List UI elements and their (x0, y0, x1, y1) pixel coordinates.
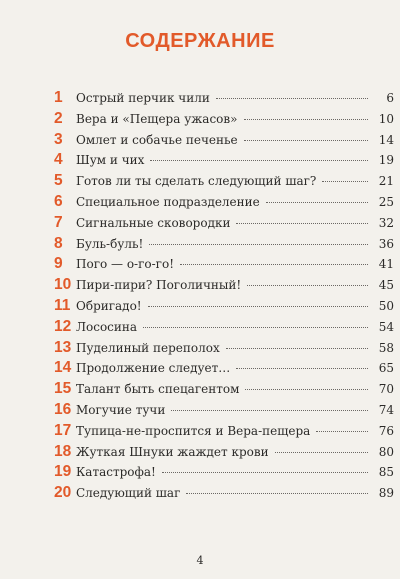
toc-entry-page: 74 (378, 402, 394, 417)
toc-entry-title: Продолжение следует… (76, 361, 231, 376)
dot-leader (143, 327, 368, 328)
toc-entry-number: 13 (54, 338, 72, 356)
toc-entry-page: 6 (386, 91, 394, 105)
toc-entry-page: 54 (378, 319, 394, 334)
toc-entry-number: 6 (54, 192, 63, 210)
toc-entry (54, 130, 394, 151)
toc-entry-page: 21 (378, 174, 394, 189)
toc-entry-page: 85 (378, 465, 394, 480)
toc-entry-number: 12 (54, 317, 72, 335)
toc-entry-title: Сигнальные сковородки (76, 215, 231, 230)
toc-entry-page: 19 (378, 153, 394, 168)
dot-leader (148, 306, 368, 307)
toc-entry (54, 171, 394, 192)
toc-entry-page: 50 (378, 298, 394, 313)
dot-leader (162, 472, 368, 473)
toc-entry-number: 10 (54, 276, 72, 294)
toc-entry-number: 7 (54, 213, 63, 231)
toc-entry-number: 18 (54, 442, 72, 460)
toc-entry-number: 5 (54, 172, 63, 190)
toc-entry-title: Лососина (76, 319, 138, 334)
toc-entry (54, 109, 394, 130)
dot-leader (275, 452, 368, 453)
toc-entry-page: 70 (378, 382, 394, 397)
toc-entry-page: 89 (378, 486, 394, 501)
toc-entry (54, 192, 394, 213)
toc-entry-number: 2 (54, 109, 63, 127)
toc-entry-title: Готов ли ты сделать следующий шаг? (76, 174, 317, 189)
dot-leader (186, 493, 368, 494)
toc-entry (54, 88, 394, 109)
toc-entry-title: Острый перчик чили (76, 91, 210, 105)
toc-entry-page: 45 (378, 278, 394, 293)
toc-entry-title: Обригадо! (76, 298, 142, 313)
toc-entry-page: 32 (378, 215, 394, 230)
toc-entry-number: 19 (54, 463, 72, 481)
toc-entry-title: Талант быть спецагентом (76, 382, 240, 397)
toc-entry-page: 76 (378, 423, 394, 438)
toc-entry-title: Жуткая Шнуки жаждет крови (76, 444, 269, 459)
toc-entry-title: Пири-пири? Поголичный! (76, 278, 242, 293)
toc-entry-page: 14 (378, 132, 394, 147)
toc-entry-number: 4 (54, 151, 63, 169)
dot-leader (247, 285, 368, 286)
toc-entry (54, 358, 394, 379)
toc-entry-number: 3 (54, 130, 63, 148)
toc-entry-number: 17 (54, 421, 72, 439)
dot-leader (149, 244, 368, 245)
toc-entry (54, 234, 394, 255)
toc-entry (54, 254, 394, 275)
toc-entry (54, 442, 394, 463)
toc-entry-title: Омлет и собачье печенье (76, 132, 238, 147)
toc-entry-page: 41 (378, 257, 394, 272)
toc-entry (54, 462, 394, 483)
toc-entry-title: Пого — о-го-го! (76, 257, 175, 272)
toc-entry-title: Специальное подразделение (76, 194, 260, 209)
dot-leader (245, 389, 368, 390)
dot-leader (322, 181, 368, 182)
toc-list (54, 88, 394, 504)
toc-entry (54, 296, 394, 317)
toc-entry (54, 400, 394, 421)
toc-entry-number: 16 (54, 400, 72, 418)
toc-entry-number: 8 (54, 234, 63, 252)
toc-entry-page: 10 (378, 111, 394, 126)
toc-entry-title: Буль-буль! (76, 236, 144, 251)
toc-entry-page: 65 (378, 361, 394, 376)
toc-entry-title: Пуделиный переполох (76, 340, 220, 355)
toc-entry (54, 213, 394, 234)
toc-entry-number: 11 (54, 296, 71, 314)
toc-entry-number: 15 (54, 380, 72, 398)
toc-entry (54, 421, 394, 442)
toc-entry (54, 317, 394, 338)
dot-leader (244, 140, 368, 141)
toc-entry (54, 483, 394, 504)
toc-entry (54, 379, 394, 400)
toc-entry-title: Следующий шаг (76, 486, 181, 501)
toc-entry-title: Тупица-не-проспится и Вера-пещера (76, 423, 311, 438)
dot-leader (171, 410, 368, 411)
toc-entry-number: 9 (54, 255, 63, 273)
dot-leader (244, 119, 369, 120)
toc-entry-page: 25 (378, 194, 394, 209)
dot-leader (236, 223, 368, 224)
toc-entry-page: 58 (378, 340, 394, 355)
dot-leader (150, 160, 368, 161)
page-number: 4 (196, 554, 204, 567)
dot-leader (226, 348, 368, 349)
toc-entry (54, 338, 394, 359)
toc-entry-title: Вера и «Пещера ужасов» (76, 111, 238, 126)
toc-entry-page: 36 (378, 236, 394, 251)
dot-leader (266, 202, 368, 203)
dot-leader (180, 264, 368, 265)
toc-entry-number: 14 (54, 359, 72, 377)
dot-leader (216, 98, 368, 99)
toc-entry (54, 150, 394, 171)
page-title: СОДЕРЖАНИЕ (125, 30, 275, 52)
toc-entry-title: Катастрофа! (76, 465, 156, 480)
toc-entry (54, 275, 394, 296)
toc-entry-page: 80 (378, 444, 394, 459)
toc-entry-title: Шум и чих (76, 153, 145, 168)
dot-leader (236, 368, 368, 369)
toc-entry-number: 1 (54, 89, 63, 106)
dot-leader (316, 431, 368, 432)
toc-entry-title: Могучие тучи (76, 402, 166, 417)
toc-entry-number: 20 (54, 484, 72, 502)
